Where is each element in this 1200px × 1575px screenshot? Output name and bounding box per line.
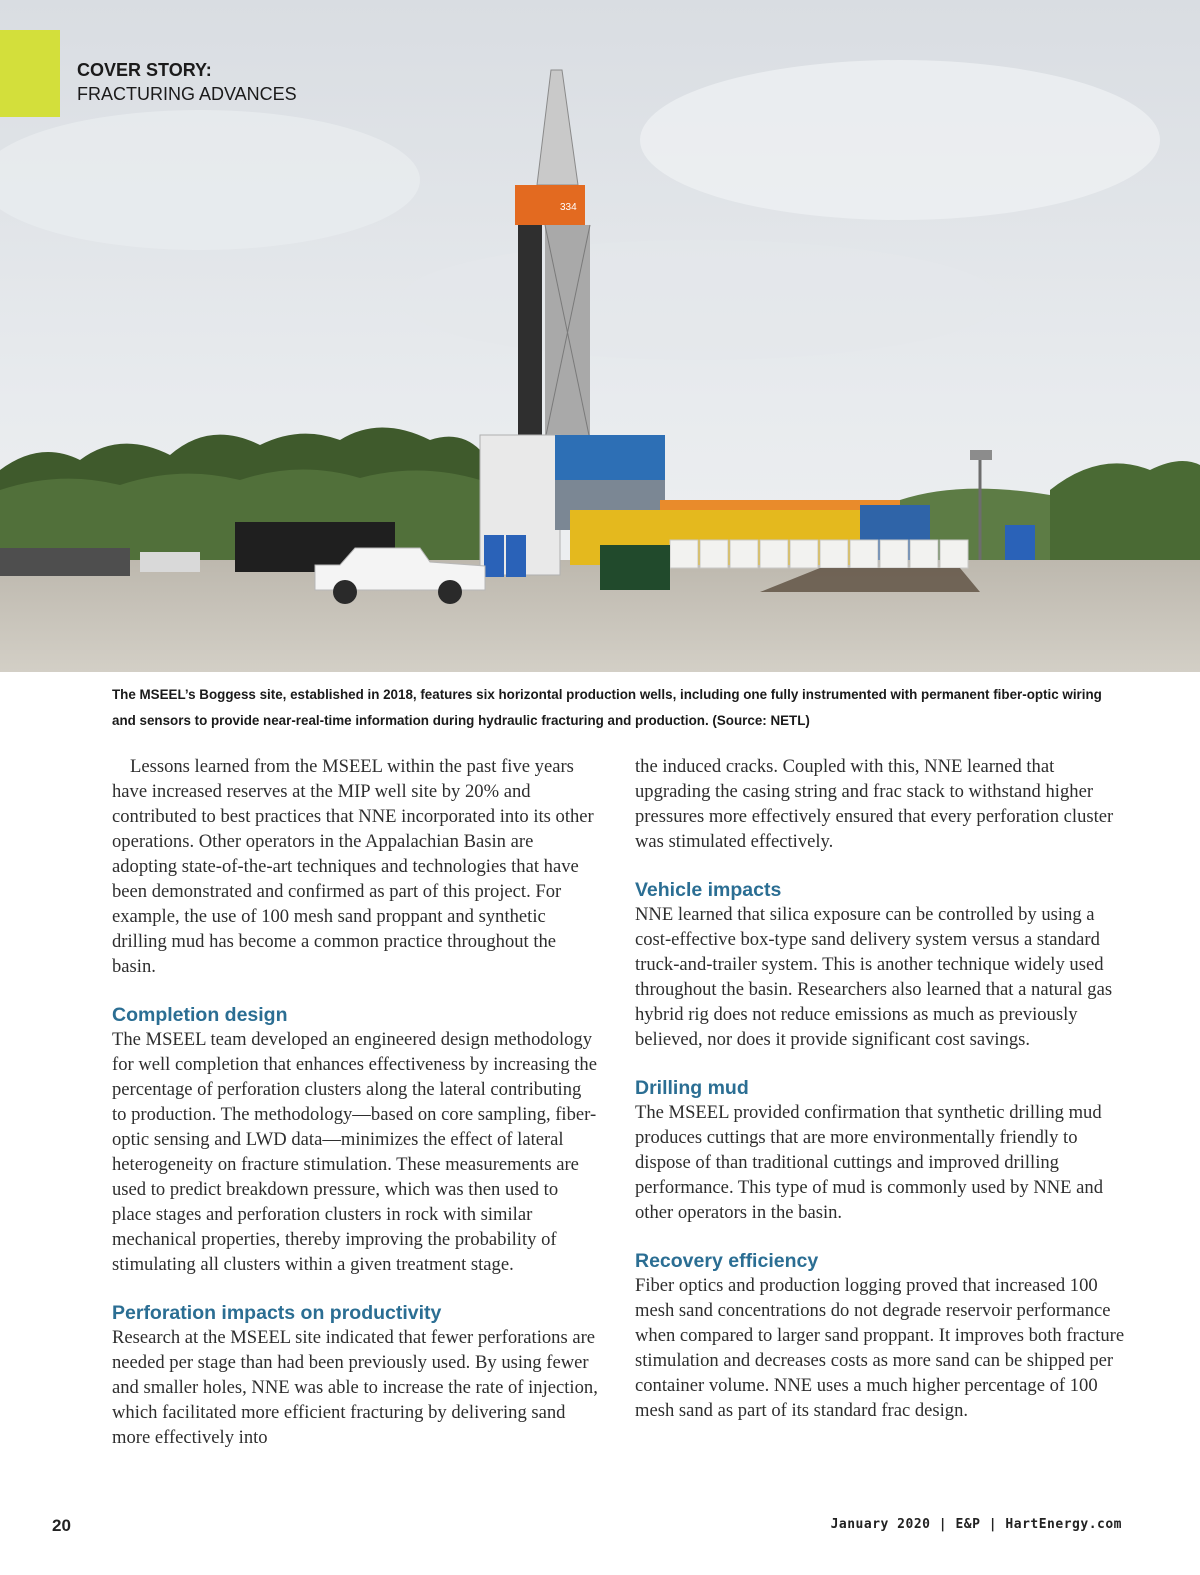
vehicle-impacts-heading: Vehicle impacts: [635, 879, 782, 901]
page-number: 20: [52, 1516, 71, 1535]
publication-footer: January 2020 | E&P | HartEnergy.com: [830, 1517, 1122, 1532]
drilling-mud-paragraph: The MSEEL provided confirmation that synthetic drilling mud produces cuttings that are more environmentally friendly to dispose of than traditional cuttings and improved drilling performance. This type of mud is commonly used by NNE and other operators in the basin.: [635, 1102, 1104, 1223]
perforation-heading: Perforation impacts on productivity: [112, 1302, 442, 1324]
vehicle-impacts-paragraph: NNE learned that silica exposure can be controlled by using a cost-effective box-type sand delivery system versus a standard truck-and-trailer system. This is another technique widely used throughout the basin. Researchers also learned that a natural gas hybrid rig does not reduce emissions as much as previously believed, nor does it provide significant cost savings.: [635, 904, 1113, 1050]
section-kicker: COVER STORY:: [77, 60, 212, 80]
drilling-mud-heading: Drilling mud: [635, 1077, 749, 1099]
completion-design-paragraph: The MSEEL team developed an engineered design methodology for well completion that enhances effectiveness by increasing the percentage of perforation clusters along the lateral contributing to production. The methodology—based on core sampling, fiber-optic sensing and LWD data—minimizes the effect of lateral heterogeneity on fracture stimulation. These measurements are used to predict breakdown pressure, which was then used to place stages and perforation clusters in rock with similar mechanical properties, thereby improving the probability of stimulating all clusters within a given treatment stage.: [112, 1029, 597, 1275]
continuation-paragraph: the induced cracks. Coupled with this, NNE learned that upgrading the casing string and frac stack to withstand higher pressures more effectively ensured that every perforation cluster was stimulated effectively.: [635, 756, 1114, 852]
photo-caption: The MSEEL’s Boggess site, established in 2018, features six horizontal production wells, including one fully instrumented with permanent fiber-optic wiring and sensors to provide near-real-time information during hydraulic fracturing and production. (Source: NETL): [112, 687, 1102, 728]
recovery-efficiency-heading: Recovery efficiency: [635, 1250, 819, 1272]
completion-design-heading: Completion design: [112, 1004, 288, 1026]
section-label: [77, 58, 297, 106]
left-column: [112, 754, 600, 1450]
rig-number: 334: [560, 202, 577, 213]
right-column: [635, 754, 1125, 1423]
section-title: FRACTURING ADVANCES: [77, 84, 297, 104]
recovery-efficiency-paragraph: Fiber optics and production logging proved that increased 100 mesh sand concentrations do not degrade reservoir performance when compared to larger sand proppant. It improves both fracture stimulation and decreases costs as more sand can be shipped per container volume. NNE uses a much higher percentage of 100 mesh sand as part of its standard frac design.: [635, 1275, 1125, 1421]
intro-paragraph: Lessons learned from the MSEEL within the past five years have increased reserves at the MIP well site by 20% and contributed to best practices that NNE incorporated into its other operations. Other operators in the Appalachian Basin are adopting state-of-the-art techniques and technologies that have been demonstrated and confirmed as part of this project. For example, the use of 100 mesh sand proppant and synthetic drilling mud has become a common practice throughout the basin.: [112, 756, 594, 977]
perforation-paragraph: Research at the MSEEL site indicated that fewer perforations are needed per stage than had been previously used. By using fewer and smaller holes, NNE was able to increase the rate of injection, which facilitated more efficient fracturing by delivering sand more effectively into: [112, 1327, 598, 1448]
section-accent-tab: [0, 30, 60, 117]
